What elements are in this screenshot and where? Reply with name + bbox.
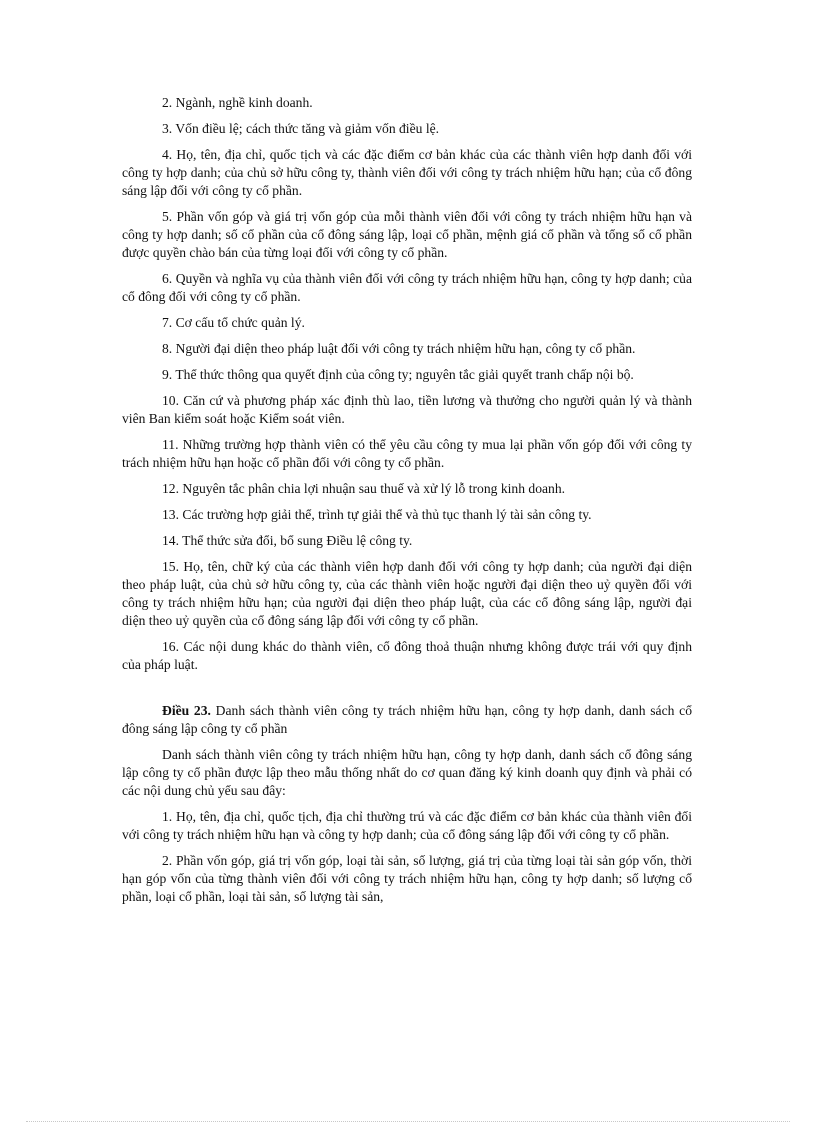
clause-16: 16. Các nội dung khác do thành viên, cổ đông thoả thuận nhưng không được trái với quy định của pháp luật. xyxy=(122,639,692,672)
clause-4: 4. Họ, tên, địa chỉ, quốc tịch và các đặc điểm cơ bản khác của các thành viên hợp danh đối với công ty hợp danh; của chủ sở hữu công ty, thành viên đối với công ty trách nhiệm hữu hạn; của cổ đông sáng lập đối với công ty cổ phần. xyxy=(122,147,692,198)
clause-14: 14. Thể thức sửa đổi, bổ sung Điều lệ công ty. xyxy=(162,533,413,548)
clause-9: 9. Thể thức thông qua quyết định của công ty; nguyên tắc giải quyết tranh chấp nội bộ. xyxy=(162,367,634,382)
document-page xyxy=(122,94,692,914)
clause-11: 11. Những trường hợp thành viên có thể yêu cầu công ty mua lại phần vốn góp đối với công ty trách nhiệm hữu hạn hoặc cổ phần đối với công ty cổ phần. xyxy=(122,437,692,470)
clause-6: 6. Quyền và nghĩa vụ của thành viên đối với công ty trách nhiệm hữu hạn, công ty hợp danh; của cổ đông đối với công ty cổ phần. xyxy=(122,271,692,304)
article-heading xyxy=(122,702,692,738)
clause-2: 2. Ngành, nghề kinh doanh. xyxy=(162,95,313,110)
article-item-2: 2. Phần vốn góp, giá trị vốn góp, loại tài sản, số lượng, giá trị của từng loại tài sản góp vốn, thời hạn góp vốn của từng thành viên đối với công ty trách nhiệm hữu hạn, công ty hợp danh; số lượng cổ phần, loại cổ phần, loại tài sản, số lượng tài sản, xyxy=(122,853,692,904)
clause-5: 5. Phần vốn góp và giá trị vốn góp của mỗi thành viên đối với công ty trách nhiệm hữu hạn và công ty hợp danh; số cổ phần của cổ đông sáng lập, loại cổ phần, mệnh giá cổ phần và tổng số cổ phần được quyền chào bán của từng loại đối với công ty cổ phần. xyxy=(122,209,692,260)
clause-8: 8. Người đại diện theo pháp luật đối với công ty trách nhiệm hữu hạn, công ty cổ phần. xyxy=(162,341,636,356)
article-intro: Danh sách thành viên công ty trách nhiệm hữu hạn, công ty hợp danh, danh sách cổ đông sáng lập công ty cổ phần được lập theo mẫu thống nhất do cơ quan đăng ký kinh doanh quy định và phải có các nội dung chủ yếu sau đây: xyxy=(122,747,692,798)
article-title: Danh sách thành viên công ty trách nhiệm hữu hạn, công ty hợp danh, danh sách cổ đông sáng lập công ty cổ phần xyxy=(122,703,693,736)
article-label: Điều 23. xyxy=(162,703,211,718)
clause-7: 7. Cơ cấu tổ chức quản lý. xyxy=(162,315,305,330)
page-bottom-dotted-rule xyxy=(26,1121,790,1122)
article-item-1: 1. Họ, tên, địa chỉ, quốc tịch, địa chỉ thường trú và các đặc điểm cơ bản khác của thành viên đối với công ty trách nhiệm hữu hạn và công ty hợp danh; của cổ đông sáng lập đối với công ty cổ phần. xyxy=(122,809,692,842)
clause-13: 13. Các trường hợp giải thể, trình tự giải thể và thủ tục thanh lý tài sản công ty. xyxy=(162,507,592,522)
clause-3: 3. Vốn điều lệ; cách thức tăng và giảm vốn điều lệ. xyxy=(162,121,440,136)
clause-12: 12. Nguyên tắc phân chia lợi nhuận sau thuế và xử lý lỗ trong kinh doanh. xyxy=(162,481,566,496)
clause-10: 10. Căn cứ và phương pháp xác định thù lao, tiền lương và thưởng cho người quản lý và thành viên Ban kiểm soát hoặc Kiểm soát viên. xyxy=(122,393,692,426)
clause-15: 15. Họ, tên, chữ ký của các thành viên hợp danh đối với công ty hợp danh; của người đại diện theo pháp luật, của chủ sở hữu công ty, của các thành viên hoặc người đại diện theo uỷ quyền đối với công ty trách nhiệm hữu hạn; của người đại diện theo pháp luật, của các cổ đông sáng lập, người đại diện theo uỷ quyền của cổ đông sáng lập đối với công ty cổ phần. xyxy=(122,559,692,628)
